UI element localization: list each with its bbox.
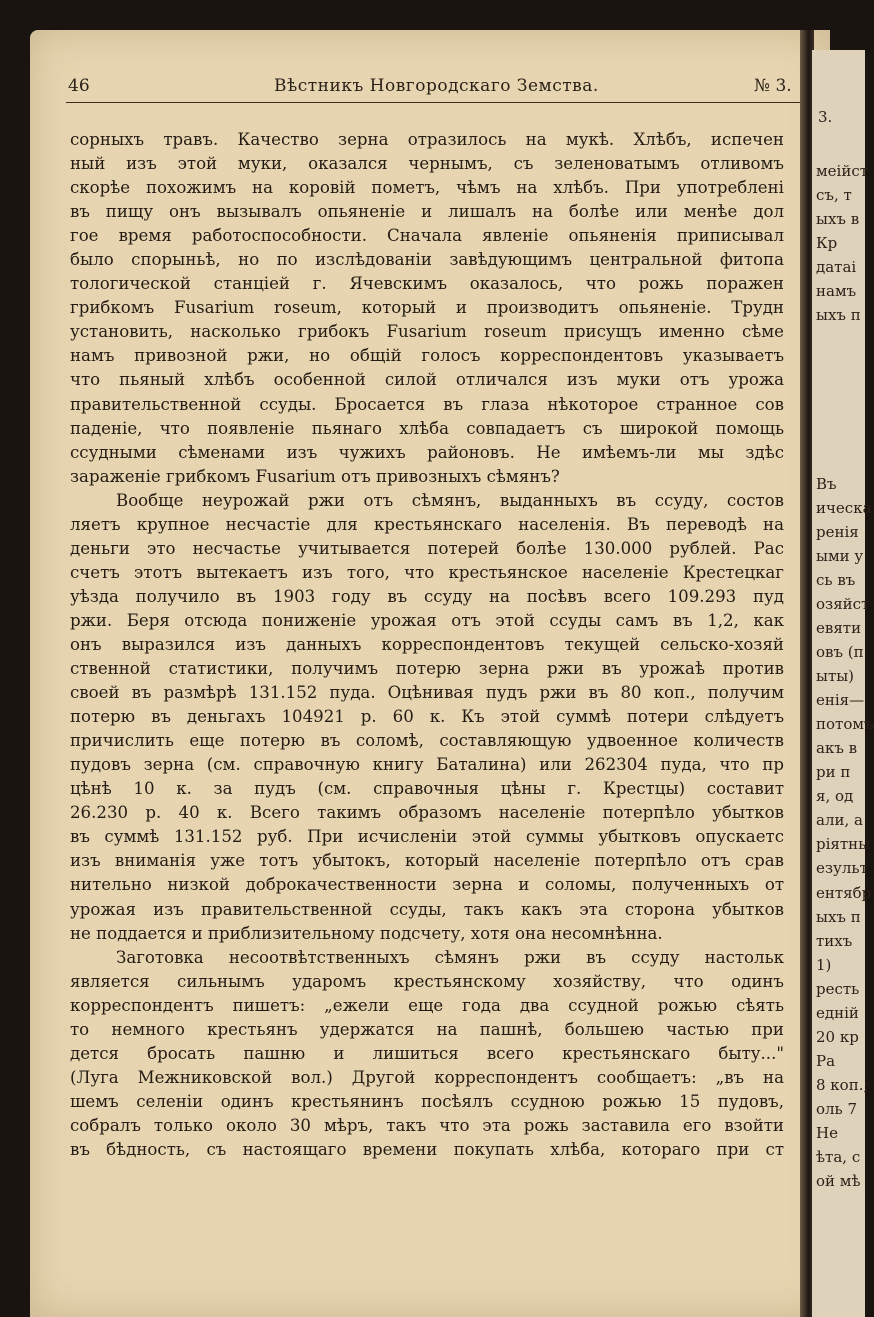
facing-text-fragment: потомъ [816, 715, 874, 734]
facing-text-fragment: съ, т [816, 186, 852, 205]
facing-text-fragment: али, а [816, 811, 863, 830]
text-line: своей въ размѣрѣ 131.152 пуда. Оцѣнивая пудъ ржи въ 80 коп., получим [70, 683, 784, 703]
text-line: пудовъ зерна (см. справочную книгу Баталина) или 262304 пуда, что пр [70, 755, 784, 775]
text-line: грибкомъ Fusarium roseum, который и производитъ опьяненіе. Трудн [70, 298, 784, 318]
text-line: нительно низкой доброкачественности зерна и соломы, полученныхъ от [70, 875, 784, 895]
text-line: корреспондентъ пишетъ: „ежели еще года два ссудной рожью сѣять [70, 995, 784, 1015]
text-line: дется бросать пашню и лишиться всего крестьянскаго быту..." [70, 1043, 784, 1063]
facing-text-fragment: едній [816, 1003, 859, 1022]
facing-text-fragment: ыхъ п [816, 907, 861, 926]
facing-text-fragment: тихъ [816, 931, 853, 950]
facing-text-fragment: ентябр [816, 883, 872, 902]
facing-text-fragment: Не [816, 1124, 838, 1142]
text-line: ляетъ крупное несчастіе для крестьянскаго населенія. Въ переводѣ на [70, 514, 784, 534]
text-line: намъ привозной ржи, но общій голосъ корреспондентовъ указываетъ [70, 346, 784, 366]
text-line: паденіе, что появленіе пьянаго хлѣба совпадаетъ съ широкой помощь [70, 418, 784, 438]
text-line: въ бѣдность, съ настоящаго времени покупать хлѣба, котораго при ст [70, 1139, 784, 1159]
facing-text-fragment: оль 7 [816, 1099, 858, 1118]
text-line: ржи. Беря отсюда пониженіе урожая отъ этой ссуды самъ въ 1,2, как [70, 610, 784, 630]
header-rule [66, 102, 826, 103]
text-line: скорѣе похожимъ на коровій пометъ, чѣмъ на хлѣбъ. При употреблені [70, 178, 784, 198]
text-line: не поддается и приблизительному подсчету, хотя она несомнѣнна. [70, 923, 663, 943]
facing-text-fragment: езульт [816, 859, 868, 878]
facing-text-fragment: Кр [816, 234, 838, 253]
page-number: 46 [68, 76, 90, 96]
text-line: правительственной ссуды. Бросается въ глаза нѣкоторое странное сов [70, 394, 784, 414]
facing-page-fragment [812, 50, 874, 1317]
facing-text-fragment: 1) [816, 955, 832, 974]
text-line: ственной статистики, получимъ потерю зерна ржи въ урожаѣ против [70, 659, 784, 679]
text-line: собралъ только около 30 мѣръ, такъ что эта рожь заставила его взойти [70, 1115, 784, 1135]
text-line: установить, насколько грибокъ Fusarium roseum присущъ именно сѣме [70, 322, 784, 342]
facing-text-fragment: ри п [816, 763, 851, 782]
issue-number: № 3. [754, 76, 792, 96]
text-line: уѣзда получило въ 1903 году въ ссуду на посѣвъ всего 109.293 пуд [70, 586, 784, 606]
facing-text-fragment: озяйст [816, 594, 870, 613]
facing-text-fragment: ренія [816, 522, 859, 541]
facing-text-fragment: намъ [816, 282, 857, 301]
text-line: цѣнѣ 10 к. за пудъ (см. справочныя цѣны г. Крестцы) составит [70, 779, 784, 799]
article-body [70, 128, 784, 1162]
text-line: является сильнымъ ударомъ крестьянскому хозяйству, что одинъ [70, 971, 784, 991]
text-line: въ суммѣ 131.152 руб. При исчисленіи этой суммы убытковъ опускаетс [70, 827, 784, 847]
facing-text-fragment: Въ [816, 474, 837, 493]
facing-text-fragment: ыми у [816, 546, 864, 565]
facing-text-fragment: ыты) [816, 667, 855, 686]
facing-text-fragment: датаі [816, 258, 857, 277]
text-line: ссудными сѣменами изъ чужихъ районовъ. Не имѣемъ-ли мы здѣс [70, 442, 784, 462]
text-line: деньги это несчастье учитывается потерей болѣе 130.000 рублей. Рас [70, 538, 784, 558]
facing-text-fragment: сь въ [816, 570, 856, 589]
text-line: въ пищу онъ вызывалъ опьяненіе и лишалъ на болѣе или менѣе дол [70, 202, 784, 222]
text-line: урожая изъ правительственной ссуды, такъ какъ эта сторона убытков [70, 899, 784, 919]
text-line: зараженіе грибкомъ Fusarium отъ привозныхъ сѣмянъ? [70, 466, 560, 486]
facing-text-fragment: ресть [816, 979, 860, 998]
facing-text-fragment: я, од [816, 787, 854, 806]
text-line: Заготовка несоотвѣтственныхъ сѣмянъ ржи въ ссуду настольк [116, 947, 784, 967]
text-line: то немного крестьянъ удержатся на пашнѣ, большею частью при [70, 1019, 784, 1039]
facing-text-fragment: 20 кр [816, 1027, 859, 1046]
journal-title: Вѣстникъ Новгородскаго Земства. [274, 76, 599, 96]
facing-text-fragment: Ра [816, 1051, 836, 1070]
text-line: ный изъ этой муки, оказался чернымъ, съ зеленоватымъ отливомъ [70, 154, 784, 174]
text-line: сорныхъ травъ. Качество зерна отразилось на мукѣ. Хлѣбъ, испечен [70, 130, 784, 149]
text-line: 26.230 р. 40 к. Всего такимъ образомъ населеніе потерпѣло убытков [70, 803, 784, 823]
text-line: (Луга Межниковской вол.) Другой корреспондентъ сообщаетъ: „въ на [70, 1067, 784, 1087]
text-line: что пьяный хлѣбъ особенной силой отличался изъ муки отъ урожа [70, 370, 784, 390]
facing-text-fragment: ріятны [816, 835, 871, 854]
text-line: потерю въ деньгахъ 104921 р. 60 к. Къ этой суммѣ потери слѣдуетъ [70, 707, 784, 727]
facing-text-fragment: ыхъ п [816, 306, 861, 325]
facing-page-header: 3. [818, 108, 833, 126]
text-line: Вообще неурожай ржи отъ сѣмянъ, выданныхъ въ ссуду, состов [116, 490, 784, 510]
facing-text-fragment: ѣта, с [816, 1148, 861, 1167]
facing-text-fragment: ическа [816, 498, 872, 517]
text-line: было спорыньѣ, но по изслѣдованіи завѣдующимъ центральной фитопа [70, 250, 784, 270]
facing-text-fragment: евяти [816, 618, 862, 637]
facing-text-fragment: ой мѣ [816, 1172, 861, 1191]
running-header [68, 76, 808, 102]
facing-text-fragment: акъ в [816, 739, 858, 758]
facing-text-fragment: енія— [816, 691, 865, 710]
text-line: онъ выразился изъ данныхъ корреспондентовъ текущей сельско-хозяй [70, 634, 784, 654]
text-line: тологической станціей г. Ячевскимъ оказалось, что рожь поражен [70, 274, 784, 294]
text-line: изъ вниманія уже тотъ убытокъ, который населеніе потерпѣло отъ срав [70, 851, 784, 871]
text-line: гое время работоспособности. Сначала явленіе опьяненія приписывал [70, 226, 784, 246]
text-line: счетъ этотъ вытекаетъ изъ того, что крестьянское населеніе Крестецкаг [70, 562, 784, 582]
facing-text-fragment: меійст [816, 162, 869, 180]
facing-text-fragment: ыхъ в [816, 210, 860, 229]
text-line: шемъ селеніи одинъ крестьянинъ посѣялъ ссудною рожью 15 пудовъ, [70, 1091, 784, 1111]
text-line: причислить еще потерю въ соломѣ, составляющую удвоенное количеств [70, 731, 784, 751]
facing-text-fragment: овъ (п [816, 643, 864, 661]
facing-text-fragment: 8 коп.; [816, 1075, 869, 1094]
